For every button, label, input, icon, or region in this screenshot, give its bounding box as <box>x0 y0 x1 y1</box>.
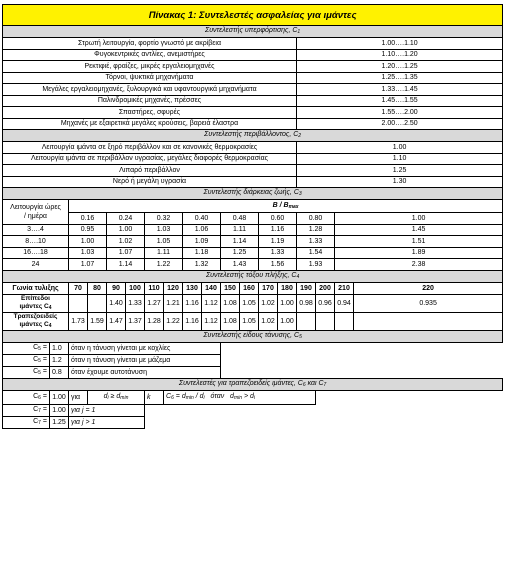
duration-value: 1.28 <box>297 224 335 236</box>
c6-formula: $C_6 = d_{min} / d_i$ όταν $d_{min} > d_i$ <box>164 390 316 404</box>
tension-symbol: $C_5$ = <box>3 366 50 378</box>
duration-value: 1.09 <box>183 236 221 248</box>
duration-header-row <box>3 200 503 213</box>
duration-value: 1.45 <box>335 224 503 236</box>
duration-value: 1.02 <box>107 236 145 248</box>
ratio-values-row <box>3 213 503 225</box>
hours-value: 16….18 <box>3 247 69 259</box>
flat-value <box>88 294 107 312</box>
environment-value: 1.25 <box>297 165 503 177</box>
overload-value: 1.10….1.20 <box>297 49 503 61</box>
table-title: Πίνακας 1: Συντελεστές ασφαλείας για ιμάντες <box>3 5 503 26</box>
overload-label: Τόρνοι, ψυκτικά μηχανήματα <box>3 72 297 84</box>
environment-row <box>3 165 503 177</box>
duration-value: 1.32 <box>183 259 221 271</box>
flat-value: 0.94 <box>335 294 354 312</box>
overload-label: Ρεκτιφιέ, φραίζες, μικρές εργαλειομηχανές <box>3 61 297 73</box>
angle-value: 170 <box>259 282 278 294</box>
c7-row <box>3 416 503 428</box>
trap-label: Τραπεζοειδείς ιμάντες $C_4$ <box>3 312 69 330</box>
ratio-value: 0.60 <box>259 213 297 225</box>
tension-row <box>3 342 503 354</box>
duration-value: 1.11 <box>221 224 259 236</box>
c6-value: 1.00 <box>50 390 69 404</box>
flat-value: 1.16 <box>183 294 202 312</box>
duration-value: 1.03 <box>145 224 183 236</box>
tension-row <box>3 354 503 366</box>
flat-value: 1.27 <box>145 294 164 312</box>
duration-value: 1.00 <box>69 236 107 248</box>
angle-value: 160 <box>240 282 259 294</box>
duration-value: 1.07 <box>107 247 145 259</box>
c7-rows <box>3 404 503 428</box>
environment-label: Λειτουργία ιμάντα σε περιβάλλον υγρασίας, μεγάλες διαφορές θερμοκρασίας <box>3 153 297 165</box>
flat-label: Επίπεδοι ιμάντες $C_4$ <box>3 294 69 312</box>
duration-row <box>3 224 503 236</box>
trap-value: 1.28 <box>145 312 164 330</box>
overload-value: 1.20….1.25 <box>297 61 503 73</box>
hours-value: 24 <box>3 259 69 271</box>
angle-value: 100 <box>126 282 145 294</box>
tension-spacer <box>221 366 503 378</box>
overload-value: 1.45….1.55 <box>297 95 503 107</box>
flat-value: 1.08 <box>221 294 240 312</box>
overload-label: Μηχανές με εξαιρετικά μεγάλες κρούσεις, βαρειά έλαστρα <box>3 118 297 130</box>
ratio-value: 0.48 <box>221 213 259 225</box>
ratio-value: 1.00 <box>335 213 503 225</box>
tension-spacer <box>221 342 503 354</box>
trap-value: 1.12 <box>202 312 221 330</box>
duration-row <box>3 259 503 271</box>
duration-row <box>3 236 503 248</box>
tension-symbol: $C_5$ = <box>3 342 50 354</box>
trap-value <box>354 312 503 330</box>
table-title-row <box>3 5 503 26</box>
tension-heading-row <box>3 330 503 342</box>
duration-value: 0.95 <box>69 224 107 236</box>
c6-k: k <box>145 390 164 404</box>
duration-rows <box>3 224 503 270</box>
duration-value: 1.54 <box>297 247 335 259</box>
overload-value: 2.00….2.50 <box>297 118 503 130</box>
overload-value: 1.55….2.00 <box>297 107 503 119</box>
duration-value: 1.25 <box>221 247 259 259</box>
trap-value: 1.37 <box>126 312 145 330</box>
ratio-value: 0.24 <box>107 213 145 225</box>
trap-value: 1.16 <box>183 312 202 330</box>
angle-value: 120 <box>164 282 183 294</box>
c7-spacer <box>145 416 503 428</box>
c7-row <box>3 404 503 416</box>
tension-heading: Συντελεστής είδους τάνυσης, $C_5$ <box>3 330 503 342</box>
duration-value: 1.33 <box>259 247 297 259</box>
c6-symbol: $C_6$ = <box>3 390 50 404</box>
overload-label: Σπαστήρες, σφυρές <box>3 107 297 119</box>
trap-value: 1.59 <box>88 312 107 330</box>
flat-value: 0.96 <box>316 294 335 312</box>
trap-row <box>3 312 503 330</box>
wrap-heading: Συντελεστής τόξου πλήξης, $C_4$ <box>3 270 503 282</box>
wrap-heading-row <box>3 270 503 282</box>
c6-row <box>3 390 503 404</box>
overload-row <box>3 84 503 96</box>
duration-value: 1.16 <box>259 224 297 236</box>
angle-value: 140 <box>202 282 221 294</box>
environment-value: 1.10 <box>297 153 503 165</box>
flat-value: 1.12 <box>202 294 221 312</box>
overload-value: 1.25….1.35 <box>297 72 503 84</box>
angle-value: 80 <box>88 282 107 294</box>
duration-value: 1.03 <box>69 247 107 259</box>
duration-value: 2.38 <box>335 259 503 271</box>
tension-symbol: $C_5$ = <box>3 354 50 366</box>
duration-value: 1.00 <box>107 224 145 236</box>
overload-row <box>3 38 503 50</box>
angle-value: 130 <box>183 282 202 294</box>
duration-value: 1.22 <box>145 259 183 271</box>
overload-heading: Συντελεστής υπερφόρτισης, $C_1$ <box>3 26 503 38</box>
tension-row <box>3 366 503 378</box>
duration-heading: Συντελεστής διάρκειας ζωής, $C_3$ <box>3 188 503 200</box>
duration-value: 1.07 <box>69 259 107 271</box>
flat-value: 1.40 <box>107 294 126 312</box>
overload-row <box>3 49 503 61</box>
c6-condition: $d_i \ge d_{min}$ <box>88 390 145 404</box>
angle-value: 180 <box>278 282 297 294</box>
duration-row <box>3 247 503 259</box>
overload-label: Φυγοκεντρικές αντλίες, ανεμιστήρες <box>3 49 297 61</box>
c6-spacer <box>316 390 503 404</box>
overload-label: Στρωτή λειτουργία, φορτίο γνωστό με ακρίβεια <box>3 38 297 50</box>
environment-rows <box>3 142 503 188</box>
c6-for: για <box>69 390 88 404</box>
flat-value: 1.21 <box>164 294 183 312</box>
environment-heading-row <box>3 130 503 142</box>
flat-value <box>69 294 88 312</box>
trap-value: 1.02 <box>259 312 278 330</box>
environment-label: Νερό ή μεγάλη υγρασία <box>3 176 297 188</box>
duration-value: 1.51 <box>335 236 503 248</box>
overload-row <box>3 95 503 107</box>
hours-value: 8….10 <box>3 236 69 248</box>
safety-factors-table <box>2 4 502 429</box>
ratio-label: B / $B_{max}$ <box>69 200 503 213</box>
ratio-value: 0.80 <box>297 213 335 225</box>
flat-row <box>3 294 503 312</box>
duration-value: 1.19 <box>259 236 297 248</box>
duration-value: 1.05 <box>145 236 183 248</box>
tension-label: όταν η τάνυση γίνεται με κοχλίες <box>69 342 221 354</box>
environment-label: Λιπαρό περιβάλλον <box>3 165 297 177</box>
duration-heading-row <box>3 188 503 200</box>
c7-value: 1.25 <box>50 416 69 428</box>
trap-value: 1.22 <box>164 312 183 330</box>
angle-value: 110 <box>145 282 164 294</box>
tension-spacer <box>221 354 503 366</box>
c7-value: 1.00 <box>50 404 69 416</box>
environment-row <box>3 176 503 188</box>
trap-value: 1.05 <box>240 312 259 330</box>
angle-value: 190 <box>297 282 316 294</box>
trap-value: 1.00 <box>278 312 297 330</box>
duration-value: 1.18 <box>183 247 221 259</box>
overload-value: 1.33….1.45 <box>297 84 503 96</box>
angle-row <box>3 282 503 294</box>
overload-row <box>3 72 503 84</box>
overload-label: Μεγάλες εργαλειομηχανές, ξυλουργικά και υφαντουργικά μηχανήματα <box>3 84 297 96</box>
duration-value: 1.14 <box>221 236 259 248</box>
angle-value: 150 <box>221 282 240 294</box>
duration-value: 1.43 <box>221 259 259 271</box>
tension-value: 1.0 <box>50 342 69 354</box>
flat-value: 1.05 <box>240 294 259 312</box>
tension-rows <box>3 342 503 378</box>
flat-value: 0.935 <box>354 294 503 312</box>
overload-row <box>3 118 503 130</box>
flat-value: 1.33 <box>126 294 145 312</box>
c7-symbol: $C_7$ = <box>3 416 50 428</box>
hours-label: Λειτουργία ώρες / ημέρα <box>3 200 69 225</box>
angle-value: 200 <box>316 282 335 294</box>
overload-heading-row <box>3 26 503 38</box>
c7-spacer <box>145 404 503 416</box>
ratio-value: 0.32 <box>145 213 183 225</box>
trap-value: 1.73 <box>69 312 88 330</box>
angle-value: 220 <box>354 282 503 294</box>
trap-value: 1.47 <box>107 312 126 330</box>
trap-value <box>316 312 335 330</box>
environment-label: Λειτουργία ιμάντα σε ξηρό περιβάλλον και σε κανονικές θερμοκρασίες <box>3 142 297 154</box>
flat-value: 1.02 <box>259 294 278 312</box>
flat-value: 0.98 <box>297 294 316 312</box>
environment-heading: Συντελεστής περιβάλλοντος, $C_2$ <box>3 130 503 142</box>
tension-value: 1.2 <box>50 354 69 366</box>
environment-row <box>3 153 503 165</box>
c7-label: για j > 1 <box>69 416 145 428</box>
trapezoid-heading-row <box>3 378 503 390</box>
c7-symbol: $C_7$ = <box>3 404 50 416</box>
angle-value: 70 <box>69 282 88 294</box>
angle-value: 210 <box>335 282 354 294</box>
tension-value: 0.8 <box>50 366 69 378</box>
trap-value: 1.08 <box>221 312 240 330</box>
duration-value: 1.14 <box>107 259 145 271</box>
duration-value: 1.11 <box>145 247 183 259</box>
trap-value <box>335 312 354 330</box>
overload-label: Παλινδρομικές μηχανές, πρέσσες <box>3 95 297 107</box>
environment-value: 1.00 <box>297 142 503 154</box>
tension-label: όταν η τάνυση γίνεται με μάζεμα <box>69 354 221 366</box>
duration-value: 1.93 <box>297 259 335 271</box>
environment-row <box>3 142 503 154</box>
overload-value: 1.00….1.10 <box>297 38 503 50</box>
angle-value: 90 <box>107 282 126 294</box>
ratio-value: 0.16 <box>69 213 107 225</box>
trapezoid-heading: Συντελεστές για τραπεζοειδείς ιμάντες, $C_6$ και $C_7$ <box>3 378 503 390</box>
environment-value: 1.30 <box>297 176 503 188</box>
flat-value: 1.00 <box>278 294 297 312</box>
duration-value: 1.89 <box>335 247 503 259</box>
trap-value <box>297 312 316 330</box>
overload-row <box>3 107 503 119</box>
overload-rows <box>3 38 503 130</box>
c7-label: για j = 1 <box>69 404 145 416</box>
ratio-value: 0.40 <box>183 213 221 225</box>
duration-value: 1.33 <box>297 236 335 248</box>
angle-label: Γωνία τυλιξης <box>3 282 69 294</box>
tension-label: όταν έχουμε αυτοτάνυση <box>69 366 221 378</box>
hours-value: 3….4 <box>3 224 69 236</box>
overload-row <box>3 61 503 73</box>
duration-value: 1.56 <box>259 259 297 271</box>
duration-value: 1.06 <box>183 224 221 236</box>
